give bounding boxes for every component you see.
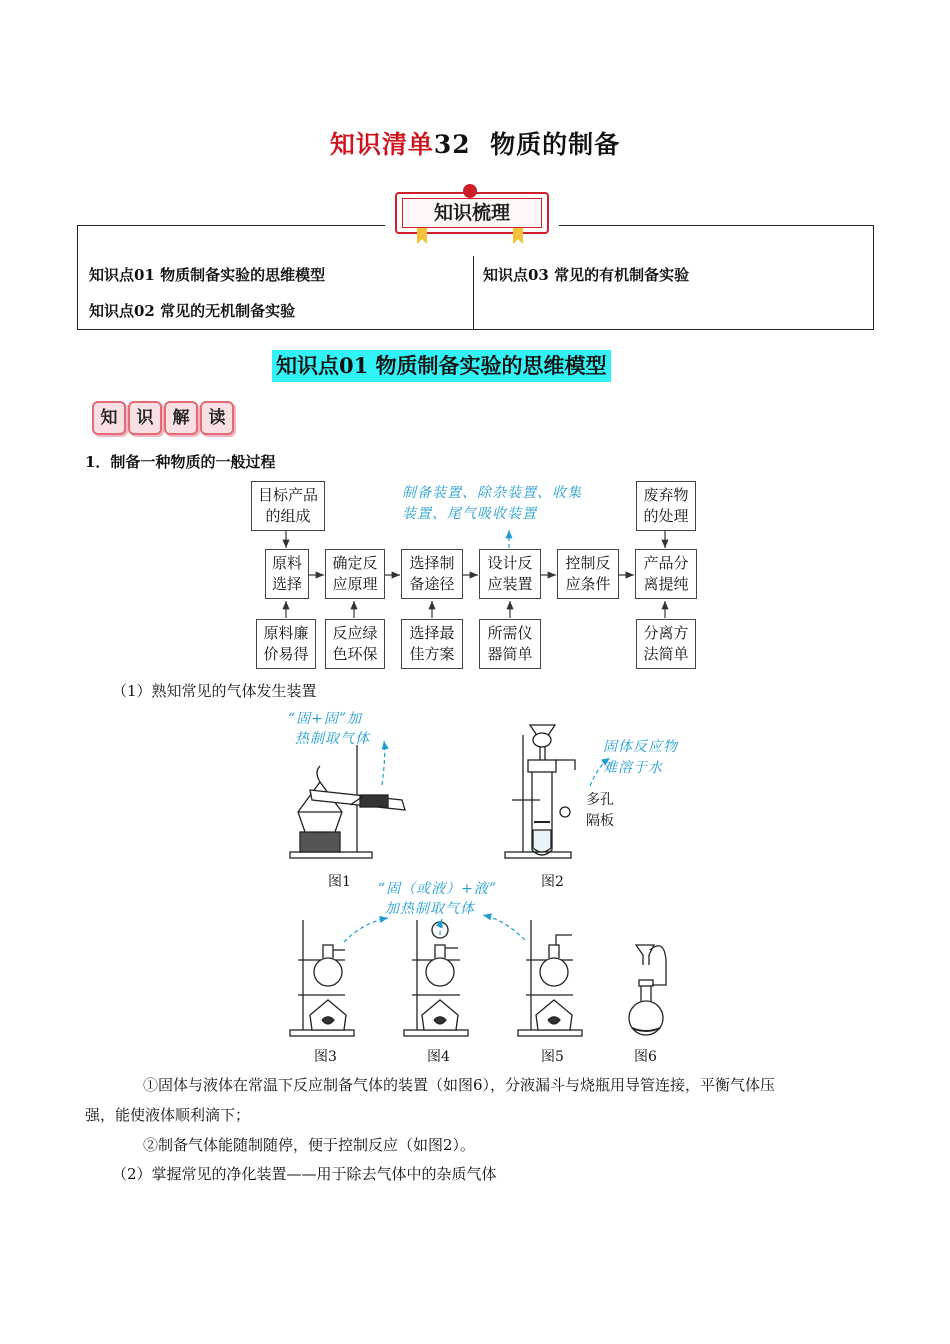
figure-label-4: 图4 [427, 1049, 450, 1065]
flow-box-route: 选择制 备途径 [401, 549, 463, 599]
flow-box-cheap: 原料廉 价易得 [256, 619, 316, 669]
section-heading: 知识点01 物质制备实验的思维模型 [272, 350, 611, 382]
fig1-apparatus [290, 745, 405, 858]
flow-annotation-line1: 制备装置、除杂装置、收集 [402, 485, 582, 501]
paragraph-1-line2: 强，能使液体顺利滴下； [85, 1106, 251, 1124]
tag-char: 识 [128, 401, 162, 435]
paragraph-1-line1: ①固体与液体在常温下反应制备气体的装置（如图6），分液漏斗与烧瓶用导管连接，平衡气体压 [143, 1076, 776, 1094]
mid-annotation-line1: “固（或液）+液” [378, 881, 498, 897]
flow-box-best: 选择最 佳方案 [401, 619, 463, 669]
figure-label-6: 图6 [634, 1049, 657, 1065]
mid-annotation-line2: 加热制取气体 [385, 901, 475, 917]
fig1-annotation-line2: 热制取气体 [295, 731, 370, 747]
subheading-1: （1）熟知常见的气体发生装置 [112, 682, 317, 700]
subheading-2: （2）掌握常见的净化装置——用于除去气体中的杂质气体 [112, 1165, 497, 1183]
fig1-annotation-line1: “固+固”加 [288, 711, 363, 727]
badge-label: 知识梳理 [402, 198, 542, 228]
fig2-annotation-line1: 固体反应物 [603, 739, 678, 755]
fig5-apparatus [518, 920, 582, 1036]
tag-char: 读 [200, 401, 234, 435]
page-title: 知识清单32 物质的制备 [329, 130, 621, 159]
toc-item-2[interactable]: 知识点02 常见的无机制备实验 [89, 302, 296, 320]
flow-box-green: 反应绿 色环保 [325, 619, 385, 669]
flow-box-target-product: 目标产品 的组成 [251, 481, 325, 531]
paragraph-2: ②制备气体能随制随停，便于控制反应（如图2）。 [143, 1136, 476, 1154]
flow-box-raw-material: 原料 选择 [265, 549, 309, 599]
toc-item-3[interactable]: 知识点03 常见的有机制备实验 [483, 266, 690, 284]
flow-box-principle: 确定反 应原理 [325, 549, 385, 599]
porous-plate-label-2: 隔板 [586, 813, 614, 829]
figure-label-1: 图1 [328, 874, 351, 890]
fig4-apparatus [404, 920, 468, 1036]
fig3-apparatus [290, 920, 354, 1036]
porous-plate-label-1: 多孔 [586, 792, 614, 808]
fig2-annotation-line2: 难溶于水 [603, 760, 663, 776]
flow-annotation-line2: 装置、尾气吸收装置 [402, 506, 537, 522]
figure-label-3: 图3 [314, 1049, 337, 1065]
figure-label-2: 图2 [541, 874, 564, 890]
heading-1: 1．制备一种物质的一般过程 [85, 453, 276, 471]
flow-box-conditions: 控制反 应条件 [557, 549, 619, 599]
flow-box-simple-instruments: 所需仪 器简单 [479, 619, 541, 669]
flow-box-apparatus: 设计反 应装置 [479, 549, 541, 599]
fig2-apparatus [505, 725, 575, 858]
fig6-apparatus [629, 945, 666, 1035]
flow-box-separation: 产品分 离提纯 [635, 549, 697, 599]
tag-char: 知 [92, 401, 126, 435]
tag-char: 解 [164, 401, 198, 435]
flow-box-waste: 废弃物 的处理 [636, 481, 696, 531]
figure-label-5: 图5 [541, 1049, 564, 1065]
toc-item-1[interactable]: 知识点01 物质制备实验的思维模型 [89, 266, 326, 284]
flow-box-simple-separation: 分离方 法简单 [636, 619, 696, 669]
